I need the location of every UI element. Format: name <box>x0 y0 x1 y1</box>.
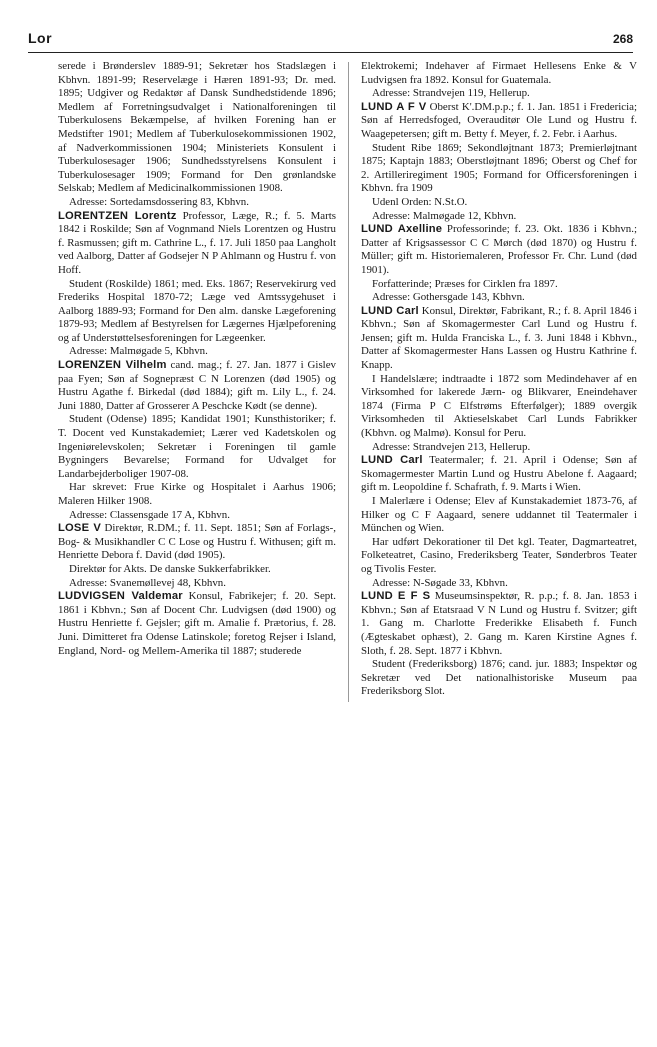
paragraph-text: Professor, Læge, R.; f. 5. Marts 1842 i Roskilde; Søn af Vognmand Niels Lorentzen og Hustru f. Rasmussen; gift m. Cathrine L., f. 17. Juli 1850 paa Langholt ved Aalborg, Datter af Godsejer N P Ahlmann og Hustru f. von Hoff. <box>58 209 336 276</box>
entry-paragraph <box>361 658 637 699</box>
running-head: Lor <box>28 30 53 46</box>
entry-text <box>361 454 637 495</box>
paragraph-text: Udenl Orden: N.St.O. <box>372 195 468 208</box>
paragraph-text: Konsul, Fabrikejer; f. 20. Sept. 1861 i Kbhvn.; Søn af Docent Chr. Ludvigsen (død 1900) og Hustru Henriette f. Gejsler; gift m. Amalie f. Prætorius, f. 28. Juni. Dimitteret fra Odense Latinskole; foretog Rejser i Island, England, Nord- og Mellem-Amerika til 1887; studerede <box>58 590 336 657</box>
entry-paragraph <box>361 495 637 536</box>
paragraph-text: Adresse: Malmøgade 5, Kbhvn. <box>69 345 208 358</box>
paragraph-text: Adresse: N-Søgade 33, Kbhvn. <box>372 576 508 589</box>
entry-paragraph <box>58 278 336 346</box>
entry-name: LUND Axelline <box>361 223 443 236</box>
entry-paragraph <box>361 87 637 101</box>
paragraph-text: Adresse: Classensgade 17 A, Kbhvn. <box>69 508 230 521</box>
entry-paragraph <box>361 210 637 224</box>
paragraph-text: I Malerlære i Odense; Elev af Kunstakademiet 1873-76, af Hilker og C F Aagaard, senere uddannet til Teatermaler i München og Wien. <box>361 495 637 535</box>
directory-entry <box>361 223 637 305</box>
directory-entry <box>58 60 336 210</box>
paragraph-text: serede i Brønderslev 1889-91; Sekretær hos Stadslægen i Kbhvn. 1891-99; Reservelæge i Hæren 1891-93; Dr. med. 1895; Udgiver og Redaktør af Dansk Sundhedstidende 1896; Medlem af Forretningsudvalget i Nationalforeningen til Tuberkulosens Bekæmpelse, af hvilken Forening han er Medstifter 1901; Medlem af Tuberkulosekommissionen 1902, af Nadverkommissionen 1904; Ministeriets Konsulent i Tuberkulosesager 1906; Sundhedsstyrelsens Konsulent i Tuberkulosesager 1909; Formand for Den grønlandske Selskab; Medlem af Medicinalkommissionen 1908. <box>58 60 336 195</box>
paragraph-text: cand. mag.; f. 27. Jan. 1877 i Gislev paa Fyen; Søn af Sognepræst C N Lorenzen (død 1905) og Hustru Agathe f. Birkedal (død 1884); gift m. Lily L., f. 24. Juni 1880, Datter af Grosserer A Peschcke Kødt (se denne). <box>58 359 336 412</box>
entry-text <box>361 590 637 658</box>
paragraph-text: Student (Frederiksborg) 1876; cand. jur. 1883; Inspektør og Sekretær ved Det nationalhistoriske Museum paa Frederiksborg Slot. <box>361 658 637 698</box>
entry-name: LUND E F S <box>361 590 431 603</box>
entry-name: LOSE V <box>58 522 102 535</box>
paragraph-text: Student Ribe 1869; Sekondløjtnant 1873; Premierløjtnant 1875; Kaptajn 1883; Oberstløjtnant 1896; Oberst og Chef for 2. Artilleriregiment 1905; Formand for Officersforeningen i Kbhvn. fra 1909 <box>361 141 637 195</box>
paragraph-text: Adresse: Svanemøllevej 48, Kbhvn. <box>69 576 226 589</box>
entry-paragraph <box>58 196 336 210</box>
entry-text <box>361 60 637 87</box>
directory-entry <box>361 101 637 223</box>
paragraph-text: Museumsinspektør, R. p.p.; f. 8. Jan. 1853 i Kbhvn.; Søn af Etatsraad V N Lund og Hustru f. Svitzer; gift 1. Gang m. Charlotte Frederikke Elisabeth f. Funch (Ægteskabet ophæst), 2. Gang m. Karen Kirstine Agnes f. Sloth, f. 28. Sept. 1877 i Kbhvn. <box>361 590 637 657</box>
entry-text <box>58 210 336 278</box>
entry-paragraph <box>361 278 637 292</box>
entry-text <box>361 101 637 142</box>
entry-name: LORENZEN Vilhelm <box>58 359 167 372</box>
entry-paragraph <box>58 481 336 508</box>
page-header <box>28 30 633 53</box>
entry-name: LUND Carl <box>361 454 423 467</box>
directory-entry <box>58 210 336 360</box>
paragraph-text: Forfatterinde; Præses for Cirklen fra 1897. <box>372 277 558 290</box>
entry-paragraph <box>361 536 637 577</box>
paragraph-text: Elektrokemi; Indehaver af Firmaet Hellesens Enke & V Ludvigsen fra 1892. Konsul for Guatemala. <box>361 60 637 86</box>
entry-name: LUDVIGSEN Valdemar <box>58 590 183 603</box>
entry-text <box>361 223 637 277</box>
page-number: 268 <box>612 32 633 46</box>
paragraph-text: Teatermaler; f. 21. April i Odense; Søn af Skomagermester Martin Lund og Hustru Abelone f. Aagaard; gift m. Leopoldine f. Schafrath, f. 9. Marts i Wien. <box>361 454 637 494</box>
paragraph-text: I Handelslære; indtraadte i 1872 som Medindehaver af en Virksomhed for lakerede Jærn- og Blikvarer, Eneindehaver 1874 (Firma P C Elfstrøms Efterfølger); 1889 overgik Virksomheden til Aktieselskabet Carl Lunds Fabrikker (Kbhvn. og Malmø). Konsul for Peru. <box>361 372 637 440</box>
entry-text <box>58 60 336 196</box>
directory-entry <box>58 522 336 590</box>
entry-text <box>58 590 336 658</box>
paragraph-text: Adresse: Sortedamsdossering 83, Kbhvn. <box>69 195 249 208</box>
directory-entry <box>361 454 637 590</box>
paragraph-text: Professorinde; f. 23. Okt. 1836 i Kbhvn.; Datter af Krigsassessor C C Mørch (død 1870) og Hustru f. Müller; gift m. Historiemaleren, Professor Fr. Chr. Lund (død 1901). <box>361 223 637 276</box>
paragraph-text: Student (Roskilde) 1861; med. Eks. 1867; Reservekirurg ved Frederiks Hospital 1870-72; Læge ved Amtssygehuset i Aalborg 1889-93; Formand for Den alm. danske Lægeforening 1879-93; Medlem af Bestyrelsen for Lægernes Hjælpeforening og af Understøttelsesforeningen for Lægeenker. <box>58 277 336 344</box>
paragraph-text: Konsul, Direktør, Fabrikant, R.; f. 8. April 1846 i Kbhvn.; Søn af Skomagermester Carl Lund og Hustru f. Jensen; gift m. Hulda Franciska L., f. 3. Juni 1848 i Kbhvn., Datter af Skomagermester Hans Lassen og Hustru Kathrine f. Knapp. <box>361 304 637 372</box>
directory-entry <box>361 305 637 455</box>
directory-entry <box>58 359 336 522</box>
entry-name: LUND A F V <box>361 100 427 113</box>
entry-paragraph <box>361 142 637 196</box>
entry-paragraph <box>361 441 637 455</box>
column-divider <box>348 62 349 702</box>
paragraph-text: Adresse: Strandvejen 213, Hellerup. <box>372 440 531 453</box>
entry-paragraph <box>58 563 336 577</box>
paragraph-text: Har udført Dekorationer til Det kgl. Teater, Dagmarteatret, Folketeatret, Casino, Frederiksberg Teater, Sønderbros Teater og Tivolis Fester. <box>361 535 637 575</box>
paragraph-text: Adresse: Malmøgade 12, Kbhvn. <box>372 209 517 222</box>
entry-paragraph <box>58 509 336 523</box>
entry-paragraph <box>58 345 336 359</box>
directory-entry <box>361 60 637 101</box>
paragraph-text: Adresse: Strandvejen 119, Hellerup. <box>372 87 530 100</box>
entry-text <box>58 359 336 413</box>
entry-paragraph <box>58 577 336 591</box>
paragraph-text: Oberst K'.DM.p.p.; f. 1. Jan. 1851 i Fredericia; Søn af Herredsfoged, Overauditør Ole Lund og Hustru f. Waagepetersen; gift m. Betty f. Meyer, f. 2. Febr. i Aarhus. <box>361 100 637 140</box>
entry-paragraph <box>361 373 637 441</box>
entry-paragraph <box>58 413 336 481</box>
paragraph-text: Direktør for Akts. De danske Sukkerfabrikker. <box>69 562 271 575</box>
paragraph-text: Adresse: Gothersgade 143, Kbhvn. <box>372 291 525 304</box>
paragraph-text: Student (Odense) 1895; Kandidat 1901; Kunsthistoriker; f. T. Docent ved Kunstakademiet; Lærer ved Kadetskolen og Ingeniørelevskolen; Sekretær i Foreningen til gamle Bygningers Bevarelse; Formand for Udvalget for Landarbejderboliger 1907-08. <box>58 413 336 480</box>
left-column <box>58 60 336 1040</box>
directory-entry <box>58 590 336 658</box>
paragraph-text: Direktør, R.DM.; f. 11. Sept. 1851; Søn af Forlags-, Bog- & Musikhandler C C Lose og Hustru f. Withusen; gift m. Henriette Debora f. David (død 1905). <box>58 522 336 562</box>
entry-paragraph <box>361 291 637 305</box>
entry-paragraph <box>361 577 637 591</box>
entry-text <box>58 522 336 563</box>
directory-entry <box>361 590 637 699</box>
entry-text <box>361 305 637 373</box>
entry-name: LORENTZEN Lorentz <box>58 209 177 222</box>
paragraph-text: Har skrevet: Frue Kirke og Hospitalet i Aarhus 1906; Maleren Hilker 1908. <box>58 481 336 507</box>
entry-paragraph <box>361 196 637 210</box>
entry-name: LUND Carl <box>361 304 419 317</box>
right-column <box>361 60 637 1040</box>
